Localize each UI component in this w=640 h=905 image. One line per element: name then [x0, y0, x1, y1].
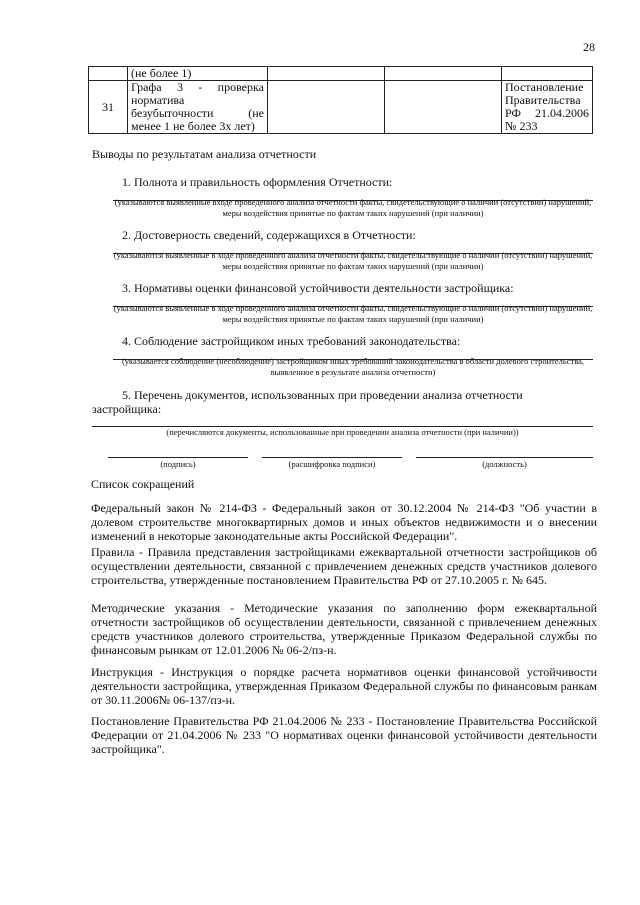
table-cell — [385, 67, 502, 81]
item-1-note: (указываются выявленные входе проведенного анализа отчетности факты, свидетельствующие о наличии (отсутствии) нарушений, меры воздействия принятые по фактам таких нарушений (при наличии) — [114, 197, 592, 218]
abbreviations-title: Список сокращений — [91, 477, 195, 491]
abbreviation-instruction: Инструкция - Инструкция о порядке расчета нормативов оценки финансовой устойчивости деятельности застройщика, утвержденная Приказом Федеральной службы по финансовым ранкам от 30.11.2006№ 06-137/пз-н. — [91, 665, 597, 707]
item-5-heading: 5. Перечень документов, использованных при проведении анализа отчетности застройщика: — [92, 388, 523, 416]
row-description: Графа 3 - проверка норматива безубыточности (не менее 1 не более 3х лет) — [128, 81, 268, 134]
abbreviation-rules: Правила - Правила представления застройщиками ежеквартальной отчетности застройщиков об осуществлении деятельности, связанной с привлечением денежных средств участников долевого строительства, утвержденные постановлением Правительства РФ от 27.10.2005 г. № 645. — [91, 545, 597, 587]
item-1-heading: 1. Полнота и правильность оформления Отчетности: — [122, 175, 393, 189]
table-row — [89, 81, 593, 134]
signature-caption: (подпись) — [160, 459, 196, 469]
item-3-heading: 3. Нормативы оценки финансовой устойчивости деятельности застройщика: — [122, 281, 514, 295]
item-5-note: (перечисляются документы, использованные при проведении анализа отчетности (при наличии)) — [166, 427, 519, 437]
item-2-heading: 2. Достоверность сведений, содержащихся в Отчетности: — [122, 228, 416, 242]
table-cell — [268, 81, 385, 134]
signature-line — [108, 457, 248, 458]
position-caption: (должность) — [482, 459, 527, 469]
abbreviation-214fz: Федеральный закон № 214-ФЗ - Федеральный закон от 30.12.2004 № 214-ФЗ "Об участии в долевом строительстве многоквартирных домов и иных объектов недвижимости и о внесении изменений в некоторые законодательные акты Российской Федерации". — [91, 501, 597, 543]
table-cell — [385, 81, 502, 134]
abbreviation-guidelines: Методические указания - Методические указания по заполнению форм ежеквартальной отчетности застройщиков об осуществлении деятельности, связанной с привлечением денежных средств участников долевого строительства, утвержденные Приказом Федеральной службы по финансовым рынкам от 12.01.2006 № 06-2/пз-н. — [91, 601, 597, 657]
position-line — [416, 457, 593, 458]
item-2-note: (указываются выявленные в ходе проведенного анализа отчетности факты, свидетельствующие о наличии (отсутствии) нарушений, меры воздействия принятые по фактам таких нарушений (при наличии) — [113, 250, 593, 271]
table-cell — [502, 67, 593, 81]
abbreviation-resolution-233: Постановление Правительства РФ 21.04.2006 № 233 - Постановление Правительства Российской Федерации от 21.04.2006 № 233 "О нормативах оценки финансовой устойчивости деятельности застройщика". — [91, 714, 597, 756]
conclusions-title: Выводы по результатам анализа отчетности — [92, 147, 317, 161]
table-row — [89, 67, 593, 81]
table-cell — [268, 67, 385, 81]
signature-decode-line — [262, 457, 402, 458]
table-cell — [89, 67, 128, 81]
row-number: 31 — [89, 81, 128, 134]
table-cell-description: (не более 1) — [128, 67, 268, 81]
indicators-table — [88, 66, 593, 134]
item-4-note: (указывается соблюдение (несоблюдение) застройщиком иных требований законодательства в области долевого строительства, выявленное в результате анализа отчетности) — [121, 356, 585, 377]
signature-decode-caption: (расшифровка подписи) — [288, 459, 376, 469]
item-4-heading: 4. Соблюдение застройщиком иных требований законодательства: — [122, 334, 461, 348]
item-3-note: (указываются выявленные в ходе проведенного анализа отчетности факты, свидетельствующие о наличии (отсутствии) нарушений, меры воздействия принятые по фактам таких нарушений (при наличии) — [113, 303, 593, 324]
row-reference: Постановление Правительства РФ 21.04.2006 № 233 — [502, 81, 593, 134]
page-number: 28 — [583, 40, 595, 54]
